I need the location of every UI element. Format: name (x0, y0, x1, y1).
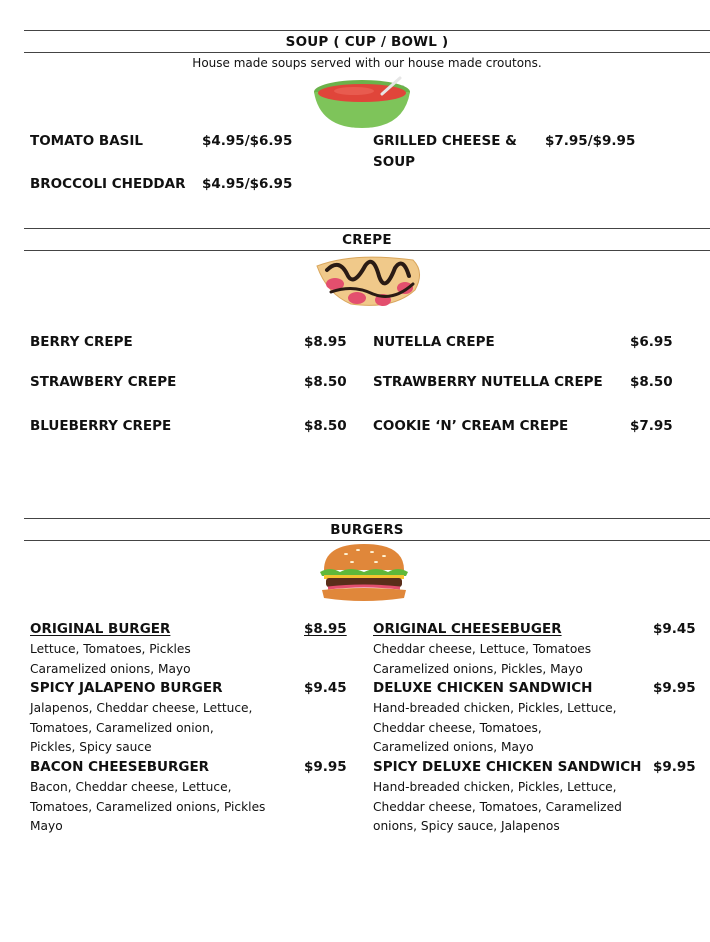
soup-item-name: BROCCOLI CHEDDAR (30, 176, 186, 192)
burger-item-desc: Bacon, Cheddar cheese, Lettuce, Tomatoes, Caramelized onions, Pickles Mayo (30, 780, 266, 833)
crepe-icon (313, 254, 425, 312)
burger-item-desc: Cheddar cheese, Lettuce, Tomatoes Caramelized onions, Pickles, Mayo (373, 642, 592, 676)
burgers-section-title: BURGERS (330, 522, 404, 538)
burger-item-price: $8.95 (304, 621, 347, 637)
burger-item-price: $9.95 (304, 759, 347, 775)
burger-item-desc: Jalapenos, Cheddar cheese, Lettuce, Tomatoes, Caramelized onion, Pickles, Spicy sauce (30, 701, 253, 754)
crepe-section-title: CREPE (342, 232, 392, 248)
soup-top-rule (24, 30, 710, 31)
burger-item-price: $9.95 (653, 759, 696, 775)
burger-item-price: $9.95 (653, 680, 696, 696)
crepe-item-name: STRAWBERY CREPE (30, 374, 177, 390)
soup-item-name: TOMATO BASIL (30, 133, 143, 149)
soup-item-name-line2: SOUP (373, 154, 416, 170)
burger-item-name: BACON CHEESEBURGER (30, 759, 210, 775)
crepe-item-name: NUTELLA CREPE (373, 334, 495, 350)
burger-item-desc: Hand-breaded chicken, Pickles, Lettuce, Cheddar cheese, Tomatoes, Caramelized onions, Spicy sauce, Jalapenos (373, 780, 622, 833)
crepe-item-name: COOKIE ‘N’ CREAM CREPE (373, 418, 569, 434)
crepe-item-price: $8.95 (304, 334, 347, 350)
burger-item-name: ORIGINAL BURGER (30, 621, 171, 637)
burger-item-desc: Lettuce, Tomatoes, Pickles Caramelized onions, Mayo (30, 642, 191, 676)
crepe-item-name: BLUEBERRY CREPE (30, 418, 172, 434)
soup-bowl-icon (312, 76, 412, 130)
crepe-item-price: $8.50 (304, 418, 347, 434)
soup-subtitle: House made soups served with our house made croutons. (192, 56, 542, 70)
crepe-item-price: $8.50 (304, 374, 347, 390)
burger-item-name: ORIGINAL CHEESEBUGER (373, 621, 562, 637)
crepe-item-name: BERRY CREPE (30, 334, 133, 350)
burger-item-name: DELUXE CHICKEN SANDWICH (373, 680, 593, 696)
crepe-item-price: $8.50 (630, 374, 673, 390)
burger-item-price: $9.45 (653, 621, 696, 637)
crepe-item-price: $7.95 (630, 418, 673, 434)
soup-item-price: $4.95/$6.95 (202, 176, 293, 192)
burger-item-desc: Hand-breaded chicken, Pickles, Lettuce, Cheddar cheese, Tomatoes, Caramelized onions, Mayo (373, 701, 617, 754)
crepe-item-price: $6.95 (630, 334, 673, 350)
burger-item-name: SPICY DELUXE CHICKEN SANDWICH (373, 759, 642, 775)
crepe-top-rule (24, 228, 710, 229)
crepe-bottom-rule (24, 250, 710, 251)
burger-icon (318, 542, 410, 604)
soup-section-title: SOUP ( CUP / BOWL ) (285, 34, 449, 50)
burger-item-name: SPICY JALAPENO BURGER (30, 680, 223, 696)
soup-item-name-line1: GRILLED CHEESE & (373, 133, 517, 149)
crepe-item-name: STRAWBERRY NUTELLA CREPE (373, 374, 603, 390)
burgers-top-rule (24, 518, 710, 519)
burgers-bottom-rule (24, 540, 710, 541)
soup-item-price: $4.95/$6.95 (202, 133, 293, 149)
soup-item-price: $7.95/$9.95 (545, 133, 636, 149)
burger-item-price: $9.45 (304, 680, 347, 696)
soup-bottom-rule (24, 52, 710, 53)
